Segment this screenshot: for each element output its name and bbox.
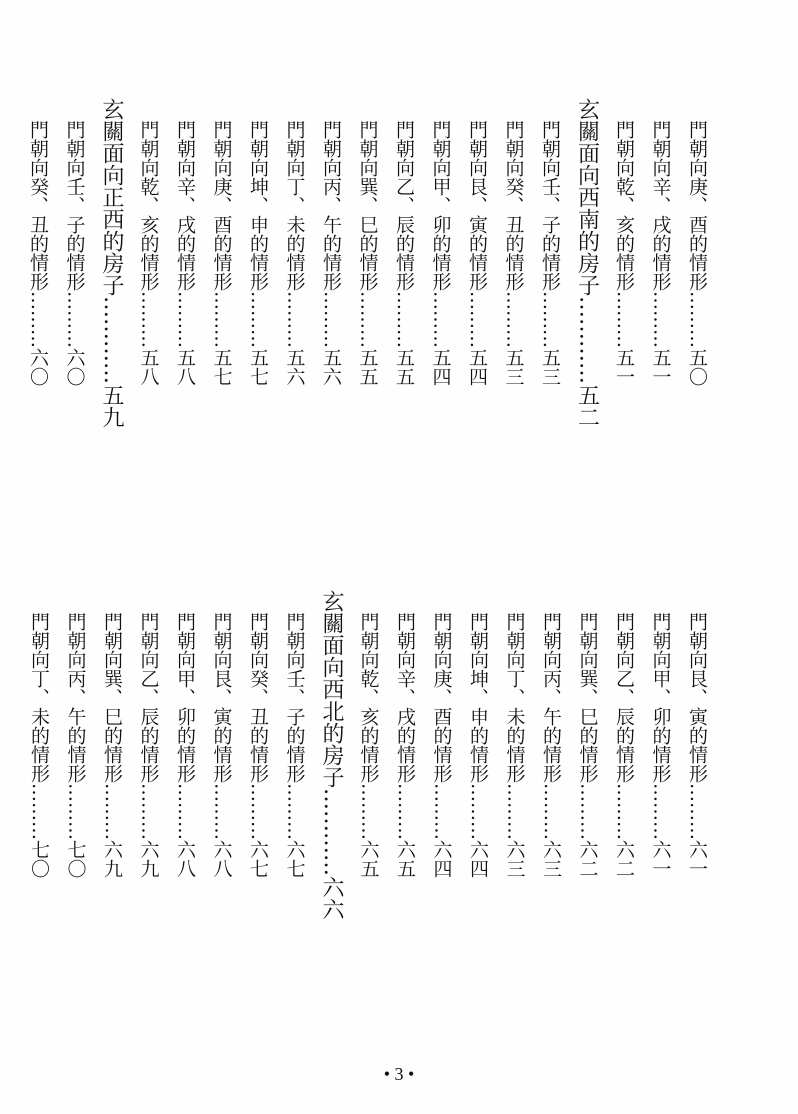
toc-entry: 門朝向辛、戌的情形………五八	[174, 120, 196, 386]
toc-entry: 門朝向丁、未的情形………六三	[503, 612, 526, 878]
toc-entry: 門朝向坤、申的情形………五七	[247, 120, 269, 386]
toc-entry: 門朝向辛、戌的情形………五一	[649, 120, 672, 386]
toc-entry: 門朝向艮、寅的情形………五四	[466, 120, 488, 386]
toc-entry: 門朝向丙、午的情形………六三	[540, 612, 562, 878]
toc-entry: 門朝向乾、亥的情形………六五	[357, 612, 380, 878]
toc-entry: 門朝向巽、巳的情形………六九	[101, 612, 123, 878]
toc-entry: 門朝向庚、酉的情形………五〇	[686, 120, 708, 386]
toc-entry: 門朝向坤、申的情形………六四	[467, 612, 489, 878]
toc-entry: 門朝向丙、午的情形………七〇	[64, 612, 87, 878]
toc-entry: 門朝向壬、子的情形………五三	[539, 120, 561, 386]
toc-entry: 門朝向庚、酉的情形………五七	[210, 120, 233, 386]
toc-entry: 門朝向丁、未的情形………七〇	[28, 612, 50, 878]
toc-entry: 門朝向辛、戌的情形………六五	[394, 612, 416, 878]
toc-entry: 門朝向巽、巳的情形………六二	[576, 612, 599, 878]
toc-section-heading: 玄關面向西南的房子…………五二	[574, 98, 600, 428]
toc-entry: 門朝向庚、酉的情形………六四	[430, 612, 453, 878]
toc-block-top	[24, 98, 710, 534]
toc-entry: 門朝向乾、亥的情形………五八	[137, 120, 160, 386]
toc-entry: 門朝向癸、丑的情形………五三	[502, 120, 525, 386]
toc-entry: 門朝向丙、午的情形………五六	[320, 120, 342, 386]
toc-entry: 門朝向艮、寅的情形………六八	[210, 612, 233, 878]
toc-entry: 門朝向丁、未的情形………五六	[283, 120, 306, 386]
toc-entry: 門朝向癸、丑的情形………六〇	[27, 120, 49, 386]
page-number: • 3 •	[383, 1064, 415, 1084]
toc-entry: 門朝向壬、子的情形………六七	[283, 612, 306, 878]
toc-entry: 門朝向甲、卯的情形………六一	[649, 612, 672, 878]
toc-entry: 門朝向甲、卯的情形………五四	[429, 120, 452, 386]
toc-section-heading: 玄關面向正西的房子…………五九	[99, 98, 124, 428]
toc-block-bottom	[25, 590, 710, 1026]
toc-entry: 門朝向乙、辰的情形………六九	[137, 612, 160, 878]
toc-entry: 門朝向乙、辰的情形………五五	[393, 120, 415, 386]
toc-entry: 門朝向乙、辰的情形………六二	[613, 612, 635, 878]
toc-section-heading: 玄關面向西北的房子…………六六	[319, 590, 344, 920]
toc-entry: 門朝向巽、巳的情形………五五	[356, 120, 379, 386]
toc-entry: 門朝向壬、子的情形………六〇	[63, 120, 86, 386]
toc-entry: 門朝向艮、寅的情形………六一	[686, 612, 708, 878]
toc-entry: 門朝向癸、丑的情形………六七	[247, 612, 269, 878]
toc-entry: 門朝向乾、亥的情形………五一	[613, 120, 635, 386]
toc-entry: 門朝向甲、卯的情形………六八	[174, 612, 196, 878]
